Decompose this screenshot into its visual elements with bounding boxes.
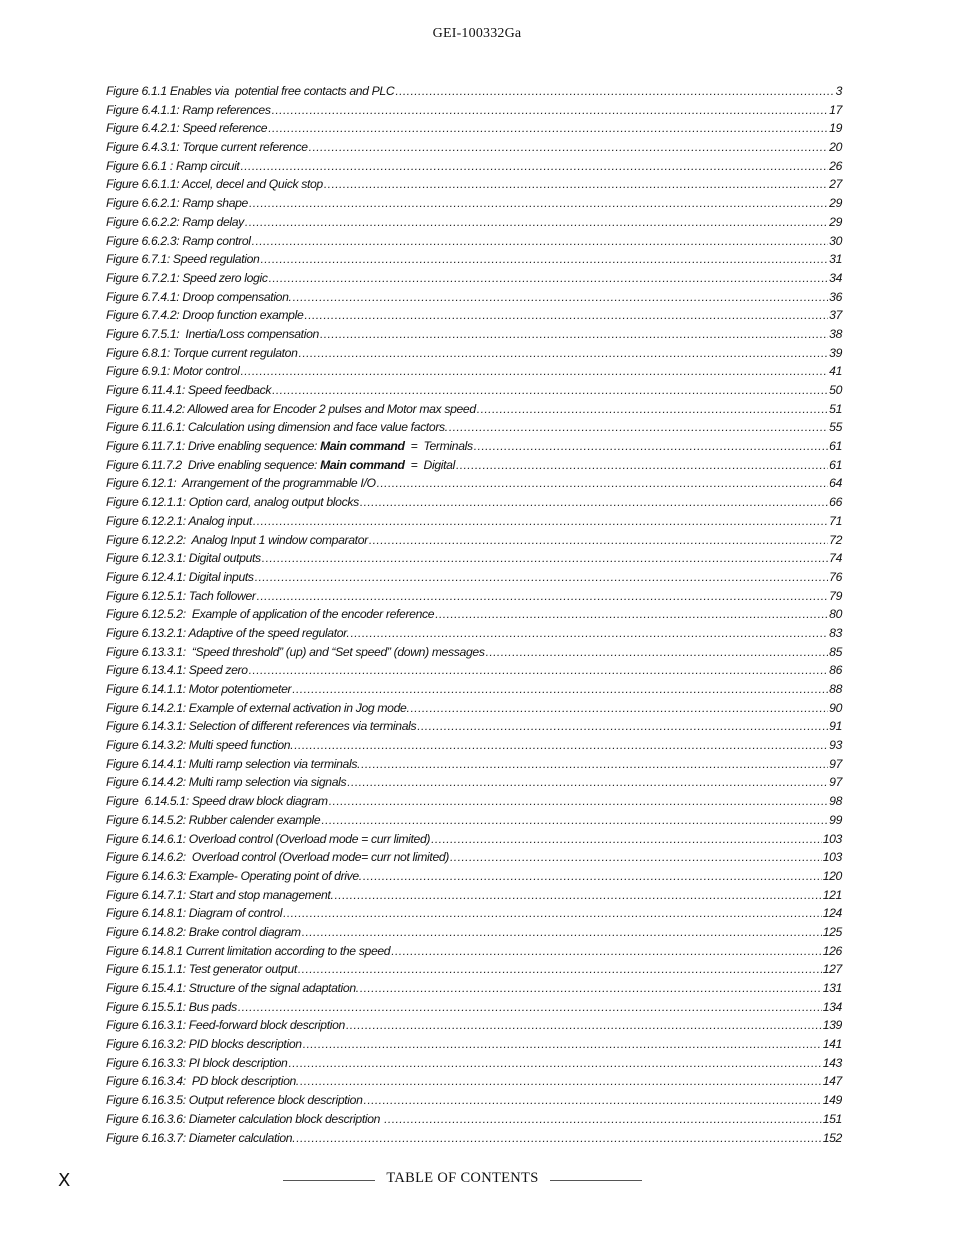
dot-leader bbox=[303, 1035, 822, 1054]
dot-leader bbox=[377, 474, 829, 493]
toc-entry-title bbox=[106, 344, 298, 363]
toc-entry-title bbox=[106, 755, 360, 774]
dot-leader bbox=[361, 755, 828, 774]
toc-entry-text: Figure 6.7.4.1: Droop compensation. bbox=[106, 289, 292, 304]
page-number: X bbox=[58, 1170, 71, 1191]
toc-entry[interactable] bbox=[106, 175, 842, 194]
toc-entry-page-number: 120 bbox=[822, 868, 842, 883]
toc-entry-title bbox=[106, 699, 410, 718]
toc-entry-title bbox=[106, 904, 282, 923]
toc-entry-text: Figure 6.8.1: Torque current regulaton bbox=[106, 345, 298, 360]
toc-entry-text: Figure 6.11.7.2 Drive enabling sequence: bbox=[106, 457, 321, 472]
toc-entry-title bbox=[106, 960, 297, 979]
toc-entry-page-number: 149 bbox=[822, 1093, 842, 1108]
dot-leader bbox=[240, 157, 828, 176]
toc-entry-title bbox=[106, 493, 359, 512]
toc-entry-page-number: 27 bbox=[829, 177, 842, 192]
toc-entry-text: Figure 6.11.4.2: Allowed area for Encoder 2 pulses and Motor max speed bbox=[106, 401, 476, 416]
toc-entry[interactable] bbox=[106, 157, 842, 176]
dot-leader bbox=[320, 325, 828, 344]
toc-entry-title bbox=[106, 942, 390, 961]
figure-list bbox=[106, 82, 842, 1147]
toc-entry-text: Figure 6.6.1.1: Accel, decel and Quick stop bbox=[106, 177, 323, 192]
toc-entry-page-number: 103 bbox=[822, 850, 842, 865]
toc-entry-text: Figure 6.12.1: Arrangement of the programmable I/O bbox=[106, 476, 376, 491]
dot-leader bbox=[293, 288, 829, 307]
toc-entry-title bbox=[106, 792, 328, 811]
toc-entry-title bbox=[106, 1016, 345, 1035]
toc-entry-page-number: 121 bbox=[822, 887, 842, 902]
toc-entry-text: Figure 6.16.3.3: PI block description bbox=[106, 1055, 288, 1070]
toc-entry[interactable] bbox=[106, 1072, 842, 1091]
toc-entry-page-number: 86 bbox=[829, 663, 842, 678]
toc-entry[interactable] bbox=[106, 568, 842, 587]
toc-entry[interactable] bbox=[106, 138, 842, 157]
dot-leader bbox=[255, 568, 828, 587]
toc-entry-title bbox=[106, 979, 359, 998]
toc-entry-text: Figure 6.12.3.1: Digital outputs bbox=[106, 551, 261, 566]
toc-entry-page-number: 124 bbox=[822, 906, 842, 921]
toc-entry[interactable] bbox=[106, 1129, 842, 1148]
toc-entry[interactable] bbox=[106, 848, 842, 867]
footer-section-label: TABLE OF CONTENTS bbox=[386, 1170, 539, 1186]
dot-leader bbox=[252, 232, 828, 251]
toc-entry-title bbox=[106, 456, 455, 475]
toc-entry-page-number: 61 bbox=[829, 439, 842, 454]
toc-entry-title bbox=[106, 157, 239, 176]
toc-entry-page-number: 98 bbox=[829, 794, 842, 809]
toc-entry-text: Figure 6.6.2.2: Ramp delay bbox=[106, 214, 244, 229]
dot-leader bbox=[435, 605, 828, 624]
toc-entry-title bbox=[106, 549, 261, 568]
dot-leader bbox=[486, 643, 829, 662]
toc-entry[interactable] bbox=[106, 531, 842, 550]
dot-leader bbox=[360, 493, 828, 512]
toc-entry[interactable] bbox=[106, 325, 842, 344]
toc-entry[interactable] bbox=[106, 101, 842, 120]
toc-entry[interactable] bbox=[106, 1054, 842, 1073]
toc-entry[interactable] bbox=[106, 82, 842, 101]
toc-entry-text: Figure 6.7.2.1: Speed zero logic bbox=[106, 270, 268, 285]
toc-entry-page-number: 29 bbox=[829, 214, 842, 229]
toc-entry[interactable] bbox=[106, 736, 842, 755]
toc-entry-text: Figure 6.15.5.1: Bus pads bbox=[106, 999, 237, 1014]
toc-entry-page-number: 41 bbox=[829, 364, 842, 379]
toc-entry-text: Figure 6.6.2.1: Ramp shape bbox=[106, 196, 248, 211]
dot-leader bbox=[302, 923, 822, 942]
dot-leader bbox=[450, 848, 822, 867]
toc-entry-text: Figure 6.13.3.1: “Speed threshold” (up) and “Set speed” (down) messages bbox=[106, 644, 485, 659]
toc-entry-text: Figure 6.14.8.1 Current limitation according to the speed bbox=[106, 943, 391, 958]
toc-entry-title bbox=[106, 250, 259, 269]
toc-entry-page-number: 97 bbox=[829, 775, 842, 790]
toc-entry-text: Figure 6.11.6.1: Calculation using dimension and face value factors. bbox=[106, 420, 448, 435]
toc-entry-title bbox=[106, 531, 368, 550]
toc-entry[interactable] bbox=[106, 960, 842, 979]
toc-entry-page-number: 50 bbox=[829, 383, 842, 397]
dot-leader bbox=[360, 979, 822, 998]
dot-leader bbox=[292, 680, 828, 699]
toc-entry-text: Figure 6.15.4.1: Structure of the signal adaptation. bbox=[106, 981, 359, 995]
toc-entry[interactable] bbox=[106, 1110, 842, 1129]
toc-entry-text: Figure 6.7.1: Speed regulation bbox=[106, 252, 260, 267]
toc-entry[interactable] bbox=[106, 381, 842, 400]
toc-entry-page-number: 37 bbox=[829, 308, 842, 323]
toc-entry-title bbox=[106, 381, 271, 400]
toc-entry-title bbox=[106, 1072, 299, 1091]
toc-entry[interactable] bbox=[106, 699, 842, 718]
toc-entry[interactable] bbox=[106, 624, 842, 643]
toc-entry-page-number: 17 bbox=[829, 102, 842, 117]
dot-leader bbox=[321, 811, 828, 830]
toc-entry-text: Figure 6.7.4.2: Droop function example bbox=[106, 308, 304, 323]
toc-entry-text: Figure 6.14.8.2: Brake control diagram bbox=[106, 924, 301, 939]
toc-entry[interactable] bbox=[106, 867, 842, 886]
toc-entry-text: Figure 6.14.5.1: Speed draw block diagram bbox=[106, 794, 328, 809]
dot-leader bbox=[294, 736, 828, 755]
toc-entry-page-number: 76 bbox=[829, 569, 842, 584]
toc-entry-text: Figure 6.7.5.1: Inertia/Loss compensation bbox=[106, 326, 319, 341]
toc-entry[interactable] bbox=[106, 792, 842, 811]
toc-entry-title bbox=[106, 1110, 383, 1129]
toc-entry-text: Figure 6.14.1.1: Motor potentiometer bbox=[106, 682, 292, 696]
toc-entry-page-number: 85 bbox=[829, 644, 842, 659]
toc-entry[interactable] bbox=[106, 1091, 842, 1110]
dot-leader bbox=[384, 1110, 822, 1129]
toc-entry-text: Figure 6.14.7.1: Start and stop management. bbox=[106, 887, 334, 902]
toc-entry-emphasis: Main command bbox=[320, 457, 405, 472]
toc-entry-title bbox=[106, 101, 271, 120]
toc-entry-page-number: 131 bbox=[822, 981, 842, 995]
toc-entry-title bbox=[106, 213, 244, 232]
toc-entry-text: Figure 6.6.2.3: Ramp control bbox=[106, 233, 251, 248]
toc-entry-title bbox=[106, 624, 349, 643]
toc-entry-title bbox=[106, 1129, 295, 1148]
toc-entry[interactable] bbox=[106, 643, 842, 662]
dot-leader bbox=[449, 418, 828, 437]
toc-entry-page-number: 20 bbox=[829, 140, 842, 155]
toc-entry[interactable] bbox=[106, 830, 842, 849]
dot-leader bbox=[395, 82, 834, 101]
toc-entry-page-number: 34 bbox=[829, 270, 842, 285]
dot-leader bbox=[288, 1054, 821, 1073]
toc-entry-page-number: 139 bbox=[822, 1018, 842, 1033]
toc-entry[interactable] bbox=[106, 605, 842, 624]
toc-entry-page-number: 91 bbox=[829, 719, 842, 734]
toc-entry[interactable] bbox=[106, 400, 842, 419]
toc-entry[interactable] bbox=[106, 773, 842, 792]
toc-entry-title bbox=[106, 867, 362, 886]
toc-entry-title bbox=[106, 811, 320, 830]
toc-entry-text: Figure 6.6.1 : Ramp circuit bbox=[106, 158, 240, 173]
toc-entry[interactable] bbox=[106, 418, 842, 437]
toc-entry-text: Figure 6.4.2.1: Speed reference bbox=[106, 121, 268, 136]
toc-entry-page-number: 141 bbox=[822, 1037, 842, 1052]
toc-entry-title bbox=[106, 119, 267, 138]
toc-entry[interactable] bbox=[106, 549, 842, 568]
toc-entry-page-number: 99 bbox=[829, 812, 842, 827]
toc-entry-title bbox=[106, 848, 449, 867]
toc-entry-page-number: 3 bbox=[835, 84, 842, 98]
dot-leader bbox=[431, 830, 822, 849]
toc-entry-title bbox=[106, 1091, 363, 1110]
toc-entry-title bbox=[106, 587, 256, 606]
toc-entry-page-number: 147 bbox=[822, 1074, 842, 1089]
toc-entry-title bbox=[106, 437, 473, 456]
toc-entry-title bbox=[106, 288, 292, 307]
dot-leader bbox=[240, 362, 828, 381]
toc-entry-page-number: 103 bbox=[822, 831, 842, 846]
dot-leader bbox=[363, 867, 822, 886]
dot-leader bbox=[346, 1016, 822, 1035]
toc-entry[interactable] bbox=[106, 998, 842, 1017]
toc-entry[interactable] bbox=[106, 587, 842, 606]
toc-entry-page-number: 90 bbox=[829, 700, 842, 715]
toc-entry-page-number: 39 bbox=[829, 345, 842, 360]
toc-entry-title bbox=[106, 306, 303, 325]
toc-entry[interactable] bbox=[106, 362, 842, 381]
toc-entry[interactable] bbox=[106, 942, 842, 961]
toc-entry-text: Figure 6.16.3.5: Output reference block description bbox=[106, 1093, 363, 1108]
dot-leader bbox=[300, 1072, 822, 1091]
dot-leader bbox=[262, 549, 828, 568]
toc-entry-page-number: 36 bbox=[829, 289, 842, 304]
dot-leader bbox=[272, 381, 828, 400]
toc-entry-page-number: 134 bbox=[822, 999, 842, 1014]
page-footer bbox=[0, 1170, 954, 1190]
toc-entry-page-number: 143 bbox=[822, 1055, 842, 1070]
toc-entry[interactable] bbox=[106, 194, 842, 213]
toc-entry-title bbox=[106, 773, 346, 792]
toc-entry[interactable] bbox=[106, 306, 842, 325]
toc-entry-page-number: 64 bbox=[829, 476, 842, 491]
toc-entry-title bbox=[106, 418, 448, 437]
toc-entry[interactable] bbox=[106, 979, 842, 998]
dot-leader bbox=[411, 699, 829, 718]
toc-entry[interactable] bbox=[106, 904, 842, 923]
toc-entry[interactable] bbox=[106, 269, 842, 288]
toc-entry-text: Figure 6.11.7.1: Drive enabling sequence: bbox=[106, 439, 321, 454]
dot-leader bbox=[272, 101, 829, 120]
dot-leader bbox=[269, 269, 829, 288]
dot-leader bbox=[417, 717, 828, 736]
toc-entry-text: Figure 6.14.3.1: Selection of different references via terminals bbox=[106, 719, 417, 734]
toc-entry-title bbox=[106, 830, 430, 849]
toc-entry-page-number: 83 bbox=[829, 625, 842, 640]
toc-entry-text: Figure 6.16.3.2: PID blocks description bbox=[106, 1037, 302, 1052]
footer-rule-left bbox=[283, 1180, 375, 1181]
toc-entry-text: Figure 6.16.3.7: Diameter calculation. bbox=[106, 1130, 296, 1145]
toc-entry-title bbox=[106, 736, 293, 755]
toc-entry-page-number: 38 bbox=[829, 326, 842, 341]
toc-entry-title bbox=[106, 661, 248, 680]
dot-leader bbox=[245, 213, 828, 232]
toc-entry[interactable] bbox=[106, 250, 842, 269]
toc-entry-title bbox=[106, 325, 319, 344]
toc-entry-page-number: 71 bbox=[829, 513, 842, 528]
toc-entry-page-number: 127 bbox=[822, 962, 842, 977]
toc-entry[interactable] bbox=[106, 512, 842, 531]
toc-entry[interactable] bbox=[106, 717, 842, 736]
toc-entry-page-number: 29 bbox=[829, 196, 842, 211]
toc-entry[interactable] bbox=[106, 1016, 842, 1035]
dot-leader bbox=[364, 1091, 822, 1110]
toc-entry[interactable] bbox=[106, 680, 842, 699]
dot-leader bbox=[477, 400, 828, 419]
toc-entry-text-suffix: = Terminals bbox=[404, 439, 473, 454]
dot-leader bbox=[369, 531, 828, 550]
toc-entry-title bbox=[106, 605, 434, 624]
toc-entry-text: Figure 6.12.1.1: Option card, analog output blocks bbox=[106, 495, 359, 510]
toc-entry-title bbox=[106, 1054, 287, 1073]
toc-entry-title bbox=[106, 474, 376, 493]
toc-entry-title bbox=[106, 717, 416, 736]
toc-entry-text: Figure 6.14.6.3: Example- Operating point of drive. bbox=[106, 868, 362, 883]
toc-entry[interactable] bbox=[106, 661, 842, 680]
toc-entry-text: Figure 6.16.3.6: Diameter calculation block description bbox=[106, 1111, 384, 1126]
toc-entry-title bbox=[106, 1035, 302, 1054]
dot-leader bbox=[283, 904, 822, 923]
toc-entry-page-number: 30 bbox=[829, 233, 842, 248]
toc-entry-text: Figure 6.16.3.4: PD block description. bbox=[106, 1074, 299, 1089]
toc-entry-title bbox=[106, 82, 394, 101]
toc-entry-text: Figure 6.12.2.1: Analog input bbox=[106, 513, 252, 528]
toc-entry[interactable] bbox=[106, 493, 842, 512]
toc-entry-title bbox=[106, 269, 268, 288]
toc-entry-title bbox=[106, 194, 248, 213]
toc-entry[interactable] bbox=[106, 344, 842, 363]
dot-leader bbox=[304, 306, 828, 325]
dot-leader bbox=[238, 998, 822, 1017]
toc-entry-text: Figure 6.12.2.2: Analog Input 1 window comparator bbox=[106, 532, 368, 547]
dot-leader bbox=[329, 792, 828, 811]
toc-entry[interactable] bbox=[106, 288, 842, 307]
toc-entry-text: Figure 6.14.6.1: Overload control (Overload mode = curr limited) bbox=[106, 831, 431, 846]
toc-entry-text: Figure 6.1.1 Enables via potential free contacts and PLC bbox=[106, 84, 395, 98]
toc-entry-text: Figure 6.13.4.1: Speed zero bbox=[106, 663, 248, 678]
toc-entry-page-number: 31 bbox=[829, 252, 842, 267]
toc-entry[interactable] bbox=[106, 1035, 842, 1054]
toc-entry-emphasis: Main command bbox=[320, 439, 405, 454]
toc-entry-text: Figure 6.14.5.2: Rubber calender example bbox=[106, 812, 321, 827]
toc-entry-text: Figure 6.14.4.1: Multi ramp selection via terminals. bbox=[106, 756, 361, 771]
toc-entry-title bbox=[106, 175, 323, 194]
dot-leader bbox=[335, 886, 822, 905]
dot-leader bbox=[299, 344, 829, 363]
dot-leader bbox=[474, 437, 828, 456]
dot-leader bbox=[296, 1129, 821, 1148]
toc-entry-title bbox=[106, 643, 485, 662]
toc-entry-text: Figure 6.13.2.1: Adaptive of the speed regulator. bbox=[106, 625, 350, 640]
toc-entry[interactable] bbox=[106, 755, 842, 774]
dot-leader bbox=[253, 512, 828, 531]
toc-entry-text: Figure 6.4.3.1: Torque current reference bbox=[106, 140, 308, 155]
toc-entry-title bbox=[106, 362, 239, 381]
toc-entry-text-suffix: = Digital bbox=[404, 457, 455, 472]
toc-entry-page-number: 61 bbox=[829, 457, 842, 472]
toc-entry-text: Figure 6.15.1.1: Test generator output bbox=[106, 962, 297, 977]
toc-entry[interactable] bbox=[106, 811, 842, 830]
toc-entry-page-number: 19 bbox=[829, 121, 842, 136]
toc-entry-title bbox=[106, 512, 252, 531]
toc-entry-page-number: 80 bbox=[829, 607, 842, 622]
toc-entry[interactable] bbox=[106, 456, 842, 475]
document-id: GEI-100332Ga bbox=[432, 26, 522, 41]
toc-entry-title bbox=[106, 400, 476, 419]
toc-entry-text: Figure 6.9.1: Motor control bbox=[106, 364, 240, 379]
toc-entry-page-number: 55 bbox=[829, 420, 842, 435]
toc-entry[interactable] bbox=[106, 474, 842, 493]
toc-entry-page-number: 151 bbox=[822, 1111, 842, 1126]
toc-entry-page-number: 66 bbox=[829, 495, 842, 510]
dot-leader bbox=[350, 624, 828, 643]
toc-entry-text: Figure 6.12.5.2: Example of application of the encoder reference bbox=[106, 607, 435, 622]
toc-entry[interactable] bbox=[106, 437, 842, 456]
dot-leader bbox=[391, 942, 821, 961]
toc-entry-title bbox=[106, 923, 301, 942]
toc-entry-page-number: 152 bbox=[822, 1130, 842, 1145]
dot-leader bbox=[257, 587, 829, 606]
toc-entry[interactable] bbox=[106, 886, 842, 905]
toc-entry-page-number: 26 bbox=[829, 158, 842, 173]
toc-entry-page-number: 72 bbox=[829, 532, 842, 547]
dot-leader bbox=[260, 250, 828, 269]
toc-entry-title bbox=[106, 138, 308, 157]
toc-entry-title bbox=[106, 568, 254, 587]
toc-entry[interactable] bbox=[106, 232, 842, 251]
dot-leader bbox=[298, 960, 822, 979]
toc-entry-page-number: 51 bbox=[829, 401, 842, 416]
toc-entry-page-number: 88 bbox=[829, 682, 842, 696]
toc-entry-page-number: 93 bbox=[829, 738, 842, 753]
toc-entry-text: Figure 6.14.4.2: Multi ramp selection via signals bbox=[106, 775, 347, 790]
toc-entry-text: Figure 6.14.3.2: Multi speed function. bbox=[106, 738, 294, 753]
toc-entry[interactable] bbox=[106, 213, 842, 232]
toc-entry-page-number: 79 bbox=[829, 588, 842, 603]
toc-entry[interactable] bbox=[106, 119, 842, 138]
toc-entry-text: Figure 6.12.4.1: Digital inputs bbox=[106, 569, 254, 584]
toc-entry-title bbox=[106, 232, 251, 251]
toc-entry[interactable] bbox=[106, 923, 842, 942]
toc-entry-text: Figure 6.4.1.1: Ramp references bbox=[106, 102, 271, 117]
dot-leader bbox=[456, 456, 828, 475]
toc-entry-page-number: 74 bbox=[829, 551, 842, 566]
dot-leader bbox=[268, 119, 828, 138]
dot-leader bbox=[309, 138, 828, 157]
toc-entry-page-number: 126 bbox=[822, 943, 842, 958]
toc-entry-text: Figure 6.14.2.1: Example of external activation in Jog mode. bbox=[106, 700, 410, 715]
dot-leader bbox=[249, 194, 828, 213]
dot-leader bbox=[347, 773, 828, 792]
toc-entry-text: Figure 6.14.6.2: Overload control (Overload mode= curr not limited) bbox=[106, 850, 450, 865]
toc-entry-text: Figure 6.14.8.1: Diagram of control bbox=[106, 906, 283, 921]
toc-entry-title bbox=[106, 680, 291, 699]
dot-leader bbox=[249, 661, 829, 680]
toc-entry-text: Figure 6.11.4.1: Speed feedback bbox=[106, 383, 272, 397]
toc-entry-title bbox=[106, 998, 237, 1017]
dot-leader bbox=[324, 175, 828, 194]
toc-entry-title bbox=[106, 886, 334, 905]
footer-rule-right bbox=[550, 1180, 642, 1181]
toc-entry-page-number: 125 bbox=[822, 924, 842, 939]
toc-entry-text: Figure 6.12.5.1: Tach follower bbox=[106, 588, 256, 603]
toc-entry-page-number: 97 bbox=[829, 756, 842, 771]
toc-entry-text: Figure 6.16.3.1: Feed-forward block description bbox=[106, 1018, 345, 1033]
